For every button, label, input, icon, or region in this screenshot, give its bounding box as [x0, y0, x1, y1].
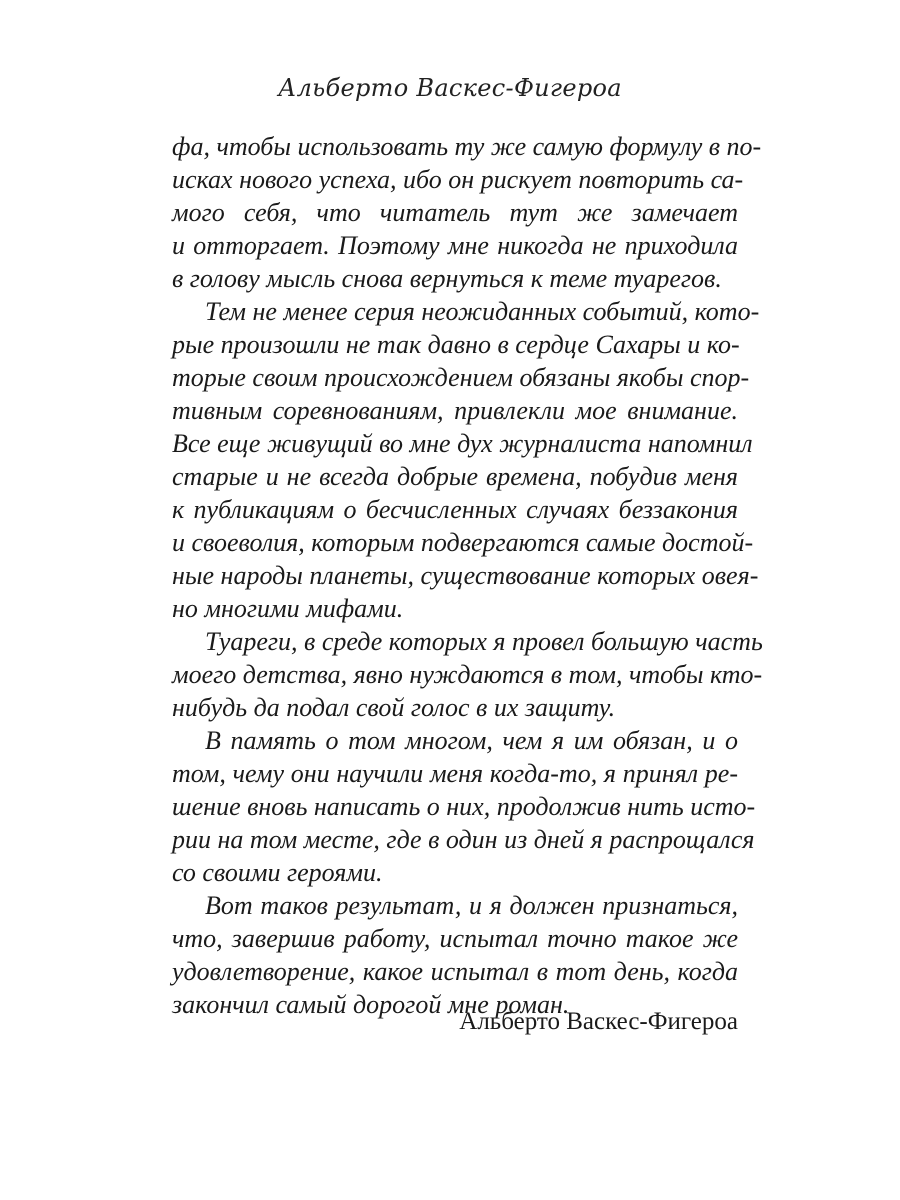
text-line: Тем не менее серия неожиданных событий, кото-	[205, 297, 760, 326]
text-line: к публикациям о бесчисленных случаях беззакония	[172, 495, 738, 524]
text-line: исках нового успеха, ибо он рискует повторить са-	[172, 165, 744, 194]
body-text	[172, 130, 763, 1021]
text-line: Туареги, в среде которых я провел большую часть	[205, 627, 763, 656]
text-line: и отторгает. Поэтому мне никогда не приходила	[172, 231, 738, 260]
text-line: старые и не всегда добрые времена, побудив меня	[172, 462, 738, 491]
text-line: тивным соревнованиям, привлекли мое внимание.	[172, 396, 738, 425]
text-line: что, завершив работу, испытал точно такое же	[172, 924, 738, 953]
text-line: Вот таков результат, и я должен признаться,	[205, 891, 738, 920]
text-line: нибудь да подал свой голос в их защиту.	[172, 693, 616, 722]
text-line: моего детства, явно нуждаются в том, чтобы кто-	[172, 660, 763, 689]
text-line: Все еще живущий во мне дух журналиста напомнил	[172, 429, 753, 458]
text-line: но многими мифами.	[172, 594, 404, 623]
text-line: шение вновь написать о них, продолжив нить исто-	[172, 792, 756, 821]
text-line: рии на том месте, где в один из дней я распрощался	[172, 825, 755, 854]
text-line: и своеволия, которым подвергаются самые достой-	[172, 528, 754, 557]
text-line: том, чему они научили меня когда-то, я принял ре-	[172, 759, 738, 788]
text-line: В память о том многом, чем я им обязан, и о	[205, 726, 738, 755]
text-line: мого себя, что читатель тут же замечает	[172, 198, 738, 227]
text-line: в голову мысль снова вернуться к теме туарегов.	[172, 264, 722, 293]
author-signature: Альберто Васкес-Фигероа	[459, 1008, 738, 1035]
text-line: торые своим происхождением обязаны якобы спор-	[172, 363, 750, 392]
text-line: закончил самый дорогой мне роман.	[172, 990, 570, 1019]
text-line: ные народы планеты, существование которых овея-	[172, 561, 759, 590]
text-line: фа, чтобы использовать ту же самую формулу в по-	[172, 132, 762, 161]
text-line: рые произошли не так давно в сердце Сахары и ко-	[172, 330, 740, 359]
text-line: со своими героями.	[172, 858, 383, 887]
running-head-title: Альберто Васкес-Фигероа	[278, 74, 622, 102]
text-line: удовлетворение, какое испытал в тот день, когда	[172, 957, 738, 986]
